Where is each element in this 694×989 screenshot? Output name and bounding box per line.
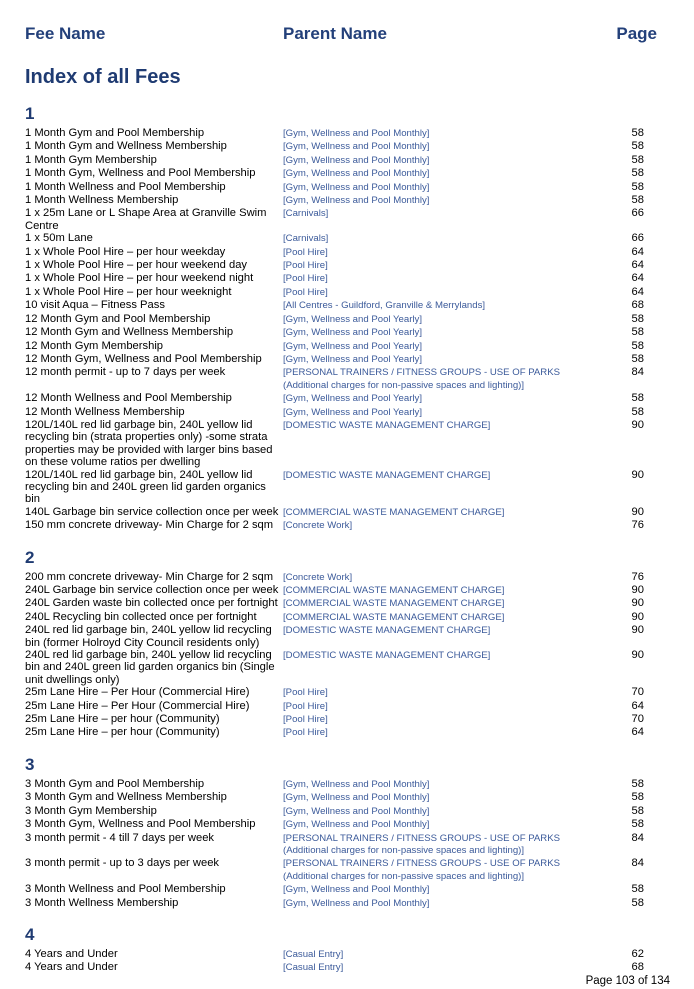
fee-name: 3 Month Gym Membership [25, 804, 157, 817]
index-row [25, 805, 644, 818]
page-number-cell: 64 [631, 272, 644, 285]
page-number-cell: 90 [631, 610, 644, 623]
page-number-cell: 58 [631, 153, 644, 166]
index-row [25, 140, 644, 153]
index-row [25, 194, 644, 207]
fee-name: 12 Month Gym, Wellness and Pool Membership [25, 352, 262, 365]
parent-name: [Casual Entry] [283, 962, 344, 974]
index-row [25, 167, 644, 180]
fee-name: 1 x Whole Pool Hire – per hour weekday [25, 245, 226, 258]
fee-name: 25m Lane Hire – per hour (Community) [25, 726, 220, 739]
fee-name: 1 Month Gym, Wellness and Pool Membership [25, 167, 256, 180]
fee-name: 240L red lid garbage bin, 240L yellow lid recycling bin and 240L green lid garden organics bin (Single unit dwellings only) [25, 649, 275, 686]
parent-name: [Gym, Wellness and Pool Monthly] [283, 884, 430, 896]
parent-name: [Gym, Wellness and Pool Monthly] [283, 141, 430, 153]
fee-name: 12 month permit - up to 7 days per week [25, 366, 226, 379]
index-row [25, 726, 644, 739]
index-row [25, 649, 644, 686]
fee-name: 1 x Whole Pool Hire – per hour weeknight [25, 285, 232, 298]
page-number-cell: 66 [631, 207, 644, 220]
fee-name: 240L Recycling bin collected once per fortnight [25, 610, 257, 623]
page-number-cell: 58 [631, 896, 644, 909]
parent-name: [Concrete Work] [283, 571, 353, 583]
page-number-cell: 66 [631, 232, 644, 245]
page-number-cell: 70 [631, 686, 644, 699]
index-row [25, 154, 644, 167]
page-number-cell: 68 [631, 299, 644, 312]
parent-name: [All Centres - Guildford, Granville & Merrylands] [283, 300, 486, 312]
index-row [25, 597, 644, 610]
page-number-cell: 64 [631, 259, 644, 272]
fee-name: 12 Month Gym and Pool Membership [25, 312, 211, 325]
index-row [25, 353, 644, 366]
page-number-cell: 58 [631, 326, 644, 339]
parent-name: [Gym, Wellness and Pool Monthly] [283, 897, 430, 909]
section-heading: 4 [25, 924, 35, 944]
page-number-cell: 58 [631, 777, 644, 790]
fee-name: 140L Garbage bin service collection once per week [25, 505, 279, 518]
page-number-cell: 58 [631, 818, 644, 831]
parent-name: [Gym, Wellness and Pool Monthly] [283, 805, 430, 817]
page-number-cell: 84 [631, 831, 644, 844]
fee-name: 150 mm concrete driveway- Min Charge for 2 sqm [25, 519, 274, 532]
fee-name: 3 month permit - 4 till 7 days per week [25, 831, 215, 844]
page-number-cell: 58 [631, 804, 644, 817]
page-number: Page 103 of 134 [585, 975, 670, 987]
page-number-cell: 58 [631, 883, 644, 896]
parent-name: [Gym, Wellness and Pool Monthly] [283, 128, 430, 139]
fee-name: 10 visit Aqua – Fitness Pass [25, 299, 165, 312]
page-number-cell: 90 [631, 624, 644, 637]
parent-name: [COMMERCIAL WASTE MANAGEMENT CHARGE] [283, 611, 505, 623]
parent-name: [Gym, Wellness and Pool Monthly] [283, 819, 430, 831]
index-row [25, 272, 644, 285]
fee-name: 1 x Whole Pool Hire – per hour weekend day [25, 259, 248, 272]
parent-name: [Gym, Wellness and Pool Monthly] [283, 168, 430, 180]
page-number-cell: 58 [631, 352, 644, 365]
page-number-cell: 58 [631, 194, 644, 207]
fee-name: 3 Month Gym, Wellness and Pool Membership [25, 818, 256, 831]
parent-name: [Pool Hire] [283, 700, 328, 712]
parent-name: [Gym, Wellness and Pool Yearly] [283, 393, 423, 405]
fee-name: 1 x Whole Pool Hire – per hour weekend night [25, 272, 254, 285]
fee-name: 3 Month Wellness Membership [25, 896, 179, 909]
page-number-cell: 90 [631, 468, 644, 481]
parent-name: [Pool Hire] [283, 273, 328, 285]
index-row [25, 232, 644, 245]
fee-name: 1 x 50m Lane [25, 232, 93, 245]
fee-name: 3 Month Gym and Pool Membership [25, 777, 205, 790]
parent-name: [COMMERCIAL WASTE MANAGEMENT CHARGE] [283, 598, 505, 610]
page-number-cell: 90 [631, 584, 644, 596]
index-row [25, 948, 644, 961]
index-row [25, 624, 644, 649]
section-heading: 3 [25, 754, 35, 774]
index-row [25, 207, 644, 232]
fee-name: 4 Years and Under [25, 961, 118, 974]
index-row [25, 127, 644, 140]
fee-name: 12 Month Gym Membership [25, 339, 164, 352]
index-section [25, 752, 644, 910]
fee-name: 1 Month Wellness Membership [25, 194, 179, 207]
page-number-cell: 90 [631, 505, 644, 518]
index-row [25, 469, 644, 506]
index-row [25, 181, 644, 194]
parent-name: [Pool Hire] [283, 286, 328, 298]
page-number-cell: 90 [631, 649, 644, 662]
parent-name: [DOMESTIC WASTE MANAGEMENT CHARGE] [283, 469, 491, 481]
fee-name: 240L Garden waste bin collected once per fortnight [25, 597, 278, 610]
index-row [25, 246, 644, 259]
index-section [25, 101, 644, 533]
parent-name: [Gym, Wellness and Pool Monthly] [283, 181, 430, 193]
fee-name: 4 Years and Under [25, 947, 118, 960]
index-row [25, 713, 644, 726]
fee-name: 3 Month Wellness and Pool Membership [25, 883, 226, 896]
index-row [25, 326, 644, 339]
index-row [25, 406, 644, 419]
index-row [25, 778, 644, 791]
page-number-cell: 58 [631, 392, 644, 405]
column-header [25, 24, 657, 48]
index-row [25, 818, 644, 831]
index-row [25, 340, 644, 353]
page-number-cell: 64 [631, 699, 644, 712]
index-section [25, 545, 644, 740]
index-row [25, 897, 644, 910]
parent-name-header: Parent Name [283, 24, 387, 43]
fee-name: 1 Month Gym and Wellness Membership [25, 140, 227, 153]
fee-name-header: Fee Name [25, 24, 106, 43]
page-number-cell: 58 [631, 127, 644, 139]
index-row [25, 883, 644, 896]
page-number-cell: 68 [631, 961, 644, 974]
page-number-cell: 70 [631, 713, 644, 726]
fee-name: 240L red lid garbage bin, 240L yellow lid recycling bin (former Holroyd City Council residents only) [25, 624, 272, 649]
parent-name: [Gym, Wellness and Pool Monthly] [283, 154, 430, 166]
parent-name: [PERSONAL TRAINERS / FITNESS GROUPS - USE OF PARKS (Additional charges for non-passive spaces and lighting)] [283, 858, 561, 882]
index-row [25, 686, 644, 699]
parent-name: [COMMERCIAL WASTE MANAGEMENT CHARGE] [283, 506, 505, 518]
parent-name: [COMMERCIAL WASTE MANAGEMENT CHARGE] [283, 585, 505, 596]
section-heading: 1 [25, 104, 35, 123]
parent-name: [DOMESTIC WASTE MANAGEMENT CHARGE] [283, 625, 491, 637]
page-header: Page [616, 24, 657, 43]
index-row [25, 286, 644, 299]
page-number-cell: 90 [631, 597, 644, 610]
index-row [25, 506, 644, 519]
page-number-cell: 58 [631, 180, 644, 193]
index-row [25, 961, 644, 974]
page-number-cell: 58 [631, 312, 644, 325]
fee-name: 200 mm concrete driveway- Min Charge for 2 sqm [25, 570, 274, 583]
fee-name: 3 Month Gym and Wellness Membership [25, 791, 227, 804]
fee-name: 240L Garbage bin service collection once per week [25, 584, 279, 596]
index-row [25, 700, 644, 713]
index-row [25, 791, 644, 804]
index-row [25, 259, 644, 272]
parent-name: [Gym, Wellness and Pool Yearly] [283, 406, 423, 418]
index-row [25, 571, 644, 584]
page-number-cell: 62 [631, 947, 644, 960]
parent-name: [DOMESTIC WASTE MANAGEMENT CHARGE] [283, 419, 491, 431]
page-number-cell: 58 [631, 405, 644, 418]
index-row [25, 313, 644, 326]
parent-name: [PERSONAL TRAINERS / FITNESS GROUPS - USE OF PARKS (Additional charges for non-passive spaces and lighting)] [283, 832, 561, 856]
page-number-cell: 64 [631, 285, 644, 298]
index-row [25, 857, 644, 883]
fee-name: 12 Month Wellness Membership [25, 405, 185, 418]
parent-name: [Pool Hire] [283, 246, 328, 258]
fee-name: 12 Month Gym and Wellness Membership [25, 326, 234, 339]
index-row [25, 519, 644, 532]
index-section [25, 922, 644, 975]
index-row [25, 584, 644, 597]
parent-name: [Carnivals] [283, 233, 329, 245]
parent-name: [Pool Hire] [283, 260, 328, 272]
index-row [25, 611, 644, 624]
parent-name: [Gym, Wellness and Pool Yearly] [283, 353, 423, 365]
parent-name: [Concrete Work] [283, 520, 353, 532]
page-number-cell: 84 [631, 857, 644, 870]
page-number-cell: 64 [631, 726, 644, 739]
section-heading: 2 [25, 547, 35, 567]
page-number-cell: 90 [631, 418, 644, 431]
fee-name: 1 x 25m Lane or L Shape Area at Granville Swim Centre [25, 207, 267, 232]
fee-name: 25m Lane Hire – Per Hour (Commercial Hire) [25, 699, 250, 712]
parent-name: [Gym, Wellness and Pool Yearly] [283, 340, 423, 352]
fee-index [25, 101, 644, 987]
fee-name: 25m Lane Hire – per hour (Community) [25, 713, 220, 726]
parent-name: [Gym, Wellness and Pool Yearly] [283, 313, 423, 325]
parent-name: [Gym, Wellness and Pool Monthly] [283, 792, 430, 804]
page-number-cell: 84 [631, 366, 644, 379]
parent-name: [Pool Hire] [283, 727, 328, 739]
fee-name: 25m Lane Hire – Per Hour (Commercial Hire) [25, 686, 250, 699]
fee-name: 1 Month Gym Membership [25, 153, 157, 166]
parent-name: [Casual Entry] [283, 948, 344, 960]
index-row [25, 419, 644, 469]
parent-name: [Gym, Wellness and Pool Monthly] [283, 195, 430, 207]
fee-name: 1 Month Wellness and Pool Membership [25, 180, 226, 193]
page-number-cell: 76 [631, 519, 644, 532]
parent-name: [Gym, Wellness and Pool Monthly] [283, 778, 430, 790]
index-row [25, 392, 644, 405]
page-number-cell: 58 [631, 140, 644, 153]
page-number-cell: 58 [631, 791, 644, 804]
fee-name: 1 Month Gym and Pool Membership [25, 127, 205, 139]
page-number-cell: 64 [631, 245, 644, 258]
parent-name: [Pool Hire] [283, 714, 328, 726]
parent-name: [Gym, Wellness and Pool Yearly] [283, 327, 423, 339]
page-title: Index of all Fees [25, 66, 181, 88]
parent-name: [PERSONAL TRAINERS / FITNESS GROUPS - USE OF PARKS (Additional charges for non-passive spaces and lighting)] [283, 367, 561, 391]
parent-name: [Pool Hire] [283, 687, 328, 699]
page-number-cell: 76 [631, 570, 644, 583]
fee-name: 120L/140L red lid garbage bin, 240L yellow lid recycling bin (strata properties only) -some strata properties may be provided with larger bins based on these volume ratios per dwelling [25, 418, 273, 469]
fee-name: 12 Month Wellness and Pool Membership [25, 392, 232, 405]
page-number-cell: 58 [631, 167, 644, 180]
index-row [25, 366, 644, 392]
fee-name: 120L/140L red lid garbage bin, 240L yellow lid recycling bin and 240L green lid garden organics bin [25, 468, 266, 506]
index-row [25, 832, 644, 858]
parent-name: [Carnivals] [283, 208, 329, 220]
page-number-cell: 58 [631, 339, 644, 352]
parent-name: [DOMESTIC WASTE MANAGEMENT CHARGE] [283, 650, 491, 662]
index-row [25, 299, 644, 312]
fee-name: 3 month permit - up to 3 days per week [25, 857, 220, 870]
